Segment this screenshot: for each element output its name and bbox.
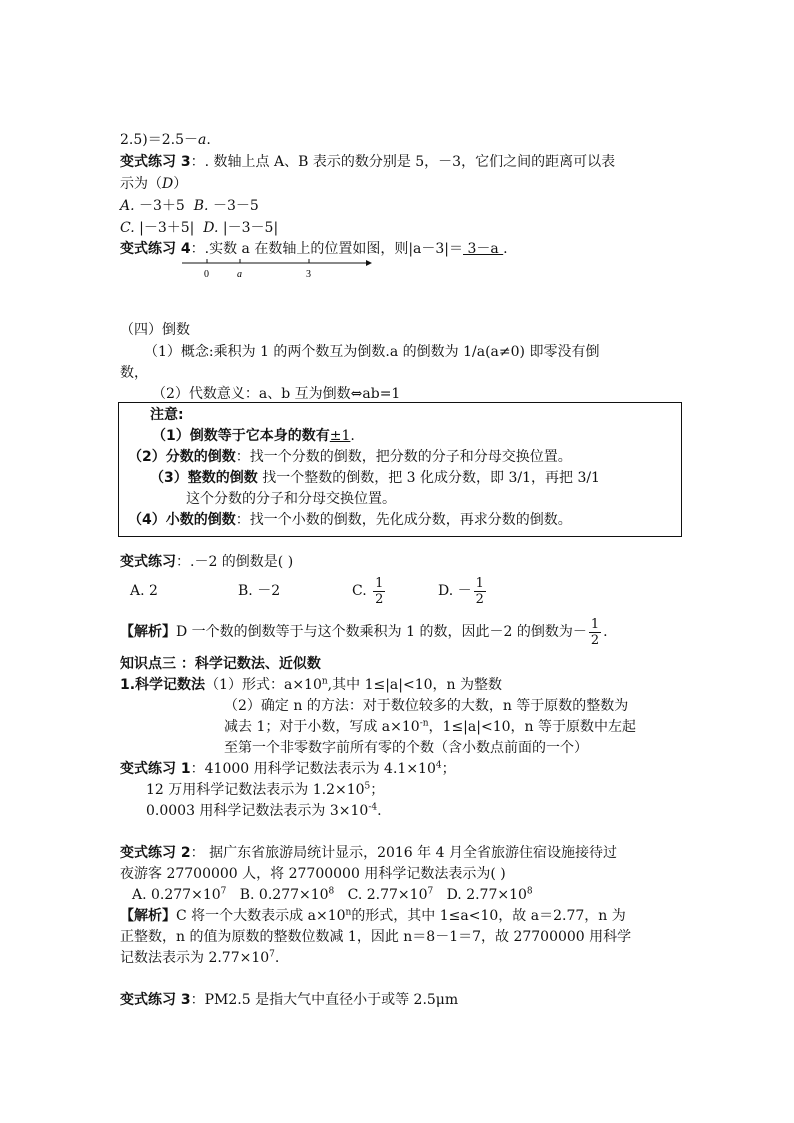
- option-d: D. $2.77\times 10^8$: [446, 886, 533, 903]
- analysis-1: 【解析】D 一个数的倒数等于与这个数乘积为 1 的数，因此－2 的倒数为－ $\frac{1}{2}$ .: [120, 616, 608, 648]
- method-line-1: （2）确定 n 的方法：对于数位较多的大数，n 等于原数的整数为: [224, 698, 629, 714]
- method-line-2: 减去 1；对于小数，写成 $a\times 10^{-n}$，1≤|a|<10，n 等于原数中左起: [224, 718, 636, 735]
- exercise-label: 变式练习 2: [120, 845, 191, 861]
- note-item-1-answer: ±1: [329, 428, 351, 444]
- exercise-7-options: [132, 886, 533, 905]
- knowledge-point-title: 知识点三 ：科学记数法、近似数: [120, 656, 321, 672]
- algebra-meaning: （2）代数意义：a、b 互为倒数⇔ab=1: [152, 386, 401, 402]
- exercise-3-question: 变式练习 3：. 数轴上点 A、B 表示的数分别是 5，－3，它们之间的距离可以表: [120, 154, 616, 170]
- exercise-label: 变式练习 4: [120, 241, 191, 257]
- option-c: |－3＋5|: [139, 220, 195, 236]
- fraction: $\frac{1}{2}$: [375, 575, 384, 607]
- option-c: C. $2.77\times 10^7$: [347, 886, 434, 903]
- scientific-notation-form: 1.科学记数法（1）形式：$a\times 10^n$,其中 1≤|a|<10，n 为整数: [120, 676, 503, 693]
- option-b: B. $0.277\times 10^8$: [239, 886, 335, 903]
- note-title: 注意:: [150, 407, 184, 423]
- number-line-figure: [182, 258, 372, 282]
- section-title: （四）倒数: [120, 322, 190, 338]
- exercise-7-line-2: 夜游客 27700000 人，将 27700000 用科学记数法表示为( ): [120, 866, 506, 882]
- exercise-3-options-cd: C. |－3＋5| D. |－3－5|: [120, 220, 279, 236]
- option-a: A. $0.277\times 10^7$: [132, 886, 227, 903]
- note-item-2: （2）分数的倒数：找一个分数的倒数，把分数的分子和分母交换位置。: [128, 449, 572, 465]
- fraction: $\frac{1}{2}$: [590, 616, 600, 648]
- exercise-3-question-cont: 示为（D）: [120, 176, 188, 192]
- option-b: －3－5: [212, 198, 259, 214]
- note-item-3: （3）整数的倒数 找一个整数的倒数，把 3 化成分数，即 3/1，再把 3/1: [150, 470, 600, 486]
- exercise-4-answer: 3－a: [463, 241, 504, 257]
- tick-label-3: 3: [306, 269, 311, 280]
- analysis-2-line-3: 记数法表示为 $2.77\times 10^7$.: [120, 949, 280, 966]
- exercise-6-line-1: 变式练习 1：41000 用科学记数法表示为 $4.1\times 10^4$；: [120, 760, 456, 777]
- exercise-6-line-3: 0.0003 用科学记数法表示为 $3\times 10^{-4}$.: [146, 802, 382, 819]
- option-d: |－3－5|: [222, 220, 279, 236]
- exercise-label: 变式练习 1: [120, 761, 191, 777]
- tick-label-a: a: [237, 269, 242, 280]
- note-item-3-cont: 这个分数的分子和分母交换位置。: [186, 491, 396, 507]
- fraction: $\frac{1}{2}$: [475, 575, 484, 607]
- exercise-3-answer: D: [162, 176, 174, 192]
- exercise-6-line-2: 12 万用科学记数法表示为 $1.2\times 10^5$；: [146, 781, 385, 798]
- option-a: －3＋5: [139, 198, 185, 214]
- concept-line: （1）概念:乘积为 1 的两个数互为倒数.a 的倒数为 1/a(a≠0) 即零没有倒: [144, 344, 600, 360]
- exercise-4-question: 变式练习 4：.实数 a 在数轴上的位置如图，则|a－3|＝ 3－a .: [120, 241, 508, 257]
- exercise-label: 变式练习 3: [120, 154, 191, 170]
- exercise-5-option-a: A. 2: [130, 583, 158, 599]
- analysis-2-line-2: 正整数，n 的值为原数的整数位数减 1，因此 n＝8－1＝7，故 27700000 用科学: [120, 929, 632, 945]
- exercise-5-question: 变式练习：.－2 的倒数是( ): [120, 554, 294, 570]
- arrow-icon: [366, 260, 372, 266]
- analysis-2-line-1: 【解析】C 将一个大数表示成 $a\times 10^n$的形式，其中 1≤a<10，故 a＝2.77，n 为: [120, 907, 626, 924]
- tick-label-0: 0: [204, 269, 209, 280]
- note-item-4: （4）小数的倒数：找一个小数的倒数，先化成分数，再求分数的倒数。: [128, 512, 572, 528]
- exercise-5-option-b: B. －2: [238, 583, 281, 599]
- method-line-3: 至第一个非零数字前所有零的个数（含小数点前面的一个）: [224, 740, 588, 756]
- exercise-3-options-ab: A. －3＋5 B. －3－5: [120, 198, 259, 214]
- exercise-label: 变式练习: [120, 554, 176, 570]
- exercise-5-option-c: C. $\frac{1}{2}$: [352, 575, 384, 607]
- note-item-1: （1）倒数等于它本身的数有±1.: [152, 428, 355, 444]
- exercise-7-line-1: 变式练习 2： 据广东省旅游局统计显示，2016 年 4 月全省旅游住宿设施接待过: [120, 845, 617, 861]
- exercise-8-line-1: 变式练习 3：PM2.5 是指大气中直径小于或等 2.5μm: [120, 992, 459, 1008]
- exercise-label: 变式练习 3: [120, 992, 191, 1008]
- continuation-line: 2.5)＝2.5－a.: [120, 132, 211, 148]
- concept-line-cont: 数，: [120, 365, 148, 381]
- exercise-5-option-d: D. － $\frac{1}{2}$: [438, 575, 484, 607]
